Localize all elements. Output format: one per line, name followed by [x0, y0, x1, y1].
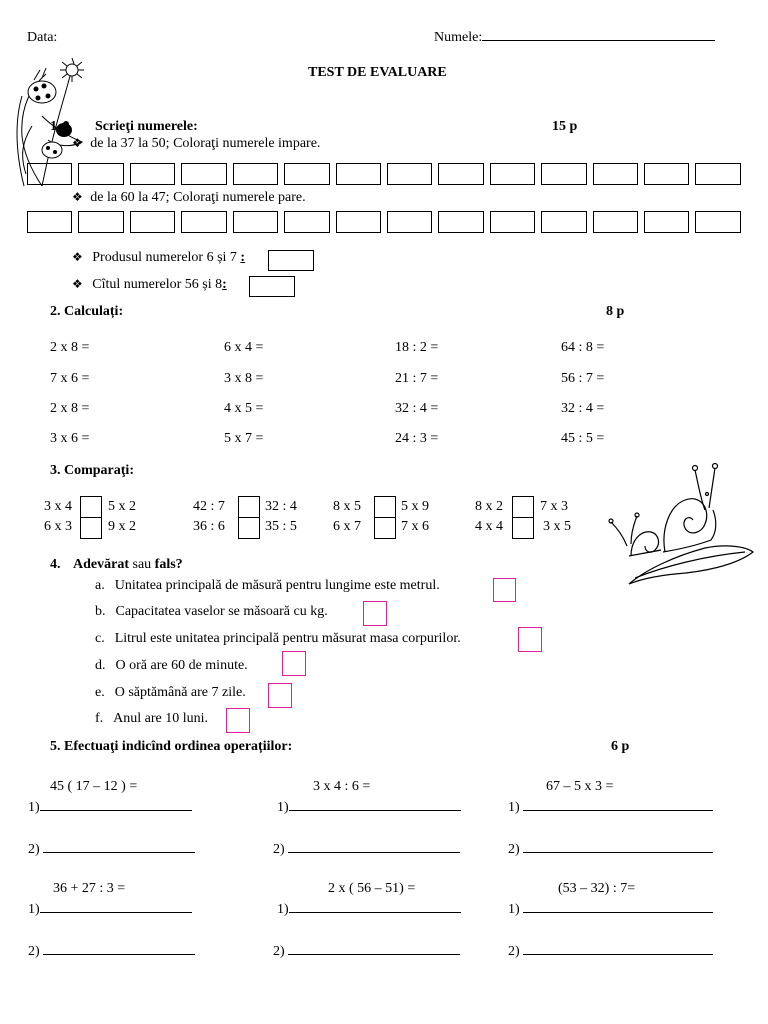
number-box[interactable]	[336, 211, 381, 233]
bullet-icon: ❖	[72, 277, 83, 291]
number-box[interactable]	[438, 163, 483, 185]
ex5-points: 6 p	[611, 739, 630, 754]
calc-item: 45 : 5 =	[561, 431, 605, 446]
number-box[interactable]	[284, 163, 329, 185]
calc-item: 3 x 6 =	[50, 431, 90, 446]
number-box[interactable]	[438, 211, 483, 233]
compare-left: 3 x 4	[44, 499, 72, 514]
tf-item-d: d. O oră are 60 de minute.	[95, 658, 248, 673]
ex1-line2: ❖ de la 60 la 47; Coloraţi numerele pare.	[72, 190, 306, 205]
tf-item-a: a. Unitatea principală de măsură pentru lungime este metrul.	[95, 578, 440, 593]
compare-box[interactable]	[512, 496, 534, 518]
ex1-title: Scrieţi numerele:	[95, 119, 198, 134]
number-box[interactable]	[593, 163, 638, 185]
ex2-title: 2. Calculați:	[50, 304, 124, 319]
answer-blank[interactable]	[288, 852, 460, 853]
step-line: 1)	[28, 902, 192, 918]
calc-item: 64 : 8 =	[561, 340, 605, 355]
ex5-expression: 2 x ( 56 – 51) =	[328, 881, 416, 896]
compare-right: 32 : 4	[265, 499, 297, 514]
calc-item: 18 : 2 =	[395, 340, 439, 355]
tf-answer-box[interactable]	[518, 627, 542, 652]
tf-answer-box[interactable]	[363, 601, 387, 626]
answer-blank[interactable]	[523, 852, 713, 853]
ex2-points: 8 p	[606, 304, 625, 319]
ex4-title: 4. Adevărat sau fals?	[50, 557, 183, 572]
number-box[interactable]	[644, 163, 689, 185]
number-box[interactable]	[644, 211, 689, 233]
number-box[interactable]	[490, 163, 535, 185]
calc-item: 2 x 8 =	[50, 340, 90, 355]
step-line: 2)	[28, 944, 195, 960]
number-box[interactable]	[130, 163, 175, 185]
calc-item: 21 : 7 =	[395, 371, 439, 386]
answer-blank[interactable]	[40, 912, 192, 913]
calc-item: 56 : 7 =	[561, 371, 605, 386]
bullet-icon: ❖	[72, 190, 83, 204]
compare-left: 6 x 3	[44, 519, 72, 534]
ex5-expression: 67 – 5 x 3 =	[546, 779, 614, 794]
compare-box[interactable]	[512, 517, 534, 539]
number-box[interactable]	[27, 211, 72, 233]
tf-answer-box[interactable]	[282, 651, 306, 676]
step-line: 2)	[273, 842, 460, 858]
step-line: 2)	[273, 944, 460, 960]
answer-blank[interactable]	[43, 852, 195, 853]
number-box[interactable]	[284, 211, 329, 233]
tf-answer-box[interactable]	[226, 708, 250, 733]
number-box[interactable]	[130, 211, 175, 233]
step-line: 1)	[277, 902, 461, 918]
compare-box[interactable]	[238, 517, 260, 539]
calc-item: 24 : 3 =	[395, 431, 439, 446]
ex5-expression: 36 + 27 : 3 =	[53, 881, 126, 896]
ex1-product-line: ❖ Produsul numerelor 6 și 7 :	[72, 250, 246, 265]
calc-item: 32 : 4 =	[561, 401, 605, 416]
answer-blank[interactable]	[523, 912, 713, 913]
ex3-title: 3. Comparaţi:	[50, 463, 134, 478]
compare-box[interactable]	[374, 517, 396, 539]
ex5-title: 5. Efectuaţi indicînd ordinea operațiilor:	[50, 739, 293, 754]
number-box[interactable]	[181, 163, 226, 185]
date-label: Data:	[27, 30, 58, 45]
answer-blank[interactable]	[523, 810, 713, 811]
tf-item-f: f. Anul are 10 luni.	[95, 711, 209, 726]
compare-box[interactable]	[238, 496, 260, 518]
tf-item-c: c. Litrul este unitatea principală pentru măsurat masa corpurilor.	[95, 631, 461, 646]
tf-answer-box[interactable]	[268, 683, 292, 708]
ex5-expression: (53 – 32) : 7=	[558, 881, 636, 896]
calc-item: 3 x 8 =	[224, 371, 264, 386]
compare-left: 8 x 5	[333, 499, 361, 514]
ex5-expression: 3 x 4 : 6 =	[313, 779, 371, 794]
ex1-line1: ❖ de la 37 la 50; Coloraţi numerele impare.	[72, 136, 321, 151]
number-box[interactable]	[78, 163, 123, 185]
number-box[interactable]	[541, 163, 586, 185]
ex5-expression: 45 ( 17 – 12 ) =	[50, 779, 138, 794]
product-answer-box[interactable]	[268, 250, 314, 271]
ex1-points: 15 p	[552, 119, 578, 134]
number-box[interactable]	[336, 163, 381, 185]
calc-item: 4 x 5 =	[224, 401, 264, 416]
name-label: Numele:	[434, 30, 715, 46]
ex1-quotient-line: ❖ Cîtul numerelor 56 și 8:	[72, 277, 227, 292]
step-line: 1)	[508, 902, 713, 918]
step-line: 2)	[508, 842, 713, 858]
compare-right: 9 x 2	[108, 519, 136, 534]
answer-blank[interactable]	[289, 810, 461, 811]
calc-item: 6 x 4 =	[224, 340, 264, 355]
number-box[interactable]	[593, 211, 638, 233]
number-box[interactable]	[233, 211, 278, 233]
answer-blank[interactable]	[289, 912, 461, 913]
compare-left: 36 : 6	[193, 519, 225, 534]
compare-right: 5 x 2	[108, 499, 136, 514]
page-title: TEST DE EVALUARE	[308, 65, 447, 80]
ex1-number: 1.	[50, 119, 61, 134]
number-box[interactable]	[387, 211, 432, 233]
name-blank[interactable]	[482, 40, 715, 41]
calc-item: 2 x 8 =	[50, 401, 90, 416]
tf-item-b: b. Capacitatea vaselor se măsoară cu kg.	[95, 604, 328, 619]
ex1-box-row-1	[27, 163, 741, 185]
compare-right: 5 x 9	[401, 499, 429, 514]
bullet-icon: ❖	[72, 136, 83, 150]
step-line: 2)	[508, 944, 713, 960]
answer-blank[interactable]	[43, 954, 195, 955]
step-line: 1)	[508, 800, 713, 816]
number-box[interactable]	[233, 163, 278, 185]
calc-item: 5 x 7 =	[224, 431, 264, 446]
compare-right: 7 x 3	[540, 499, 568, 514]
number-box[interactable]	[541, 211, 586, 233]
number-box[interactable]	[78, 211, 123, 233]
number-box[interactable]	[387, 163, 432, 185]
answer-blank[interactable]	[40, 810, 192, 811]
compare-left: 8 x 2	[475, 499, 503, 514]
number-box[interactable]	[695, 163, 740, 185]
snails-illustration	[605, 460, 755, 588]
number-box[interactable]	[181, 211, 226, 233]
tf-answer-box[interactable]	[493, 578, 516, 602]
number-box[interactable]	[490, 211, 535, 233]
compare-box[interactable]	[374, 496, 396, 518]
compare-left: 4 x 4	[475, 519, 503, 534]
calc-item: 32 : 4 =	[395, 401, 439, 416]
calc-item: 7 x 6 =	[50, 371, 90, 386]
compare-box[interactable]	[80, 517, 102, 539]
bullet-icon: ❖	[72, 250, 83, 264]
step-line: 1)	[277, 800, 461, 816]
compare-right: 7 x 6	[401, 519, 429, 534]
answer-blank[interactable]	[288, 954, 460, 955]
quotient-answer-box[interactable]	[249, 276, 295, 297]
number-box[interactable]	[695, 211, 740, 233]
ex1-box-row-2	[27, 211, 741, 233]
answer-blank[interactable]	[523, 954, 713, 955]
number-box[interactable]	[27, 163, 72, 185]
compare-right: 35 : 5	[265, 519, 297, 534]
compare-left: 6 x 7	[333, 519, 361, 534]
tf-item-e: e. O săptămână are 7 zile.	[95, 685, 246, 700]
step-line: 2)	[28, 842, 195, 858]
compare-right: 3 x 5	[543, 519, 571, 534]
step-line: 1)	[28, 800, 192, 816]
compare-box[interactable]	[80, 496, 102, 518]
compare-left: 42 : 7	[193, 499, 225, 514]
